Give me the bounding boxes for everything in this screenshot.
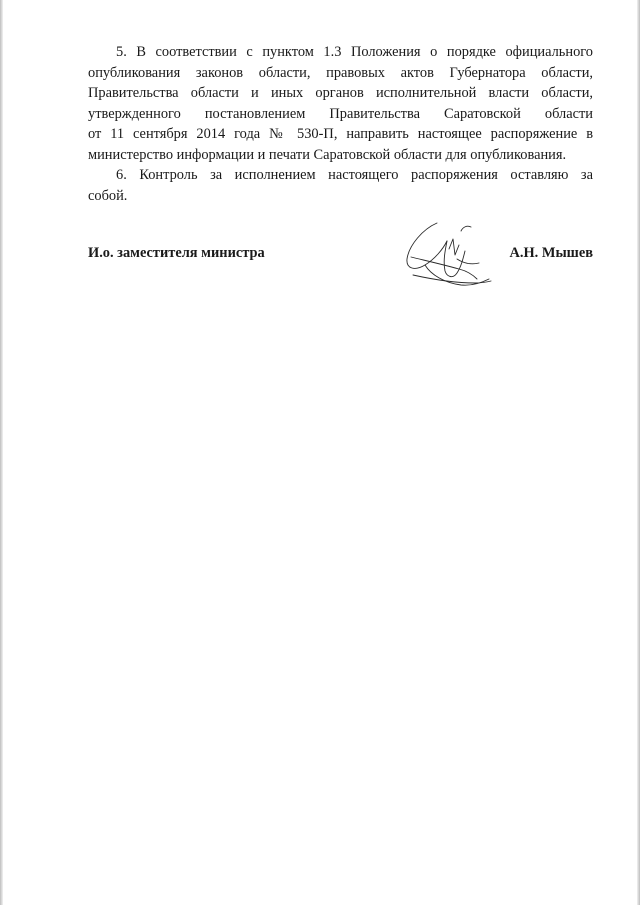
paragraph-5-line: 5. В соответствии с пунктом 1.3 Положения о порядке официального [116,44,593,60]
paragraph-6-line: 6. Контроль за исполнением настоящего распоряжения оставляю за [116,167,593,183]
paragraph-5-line: министерство информации и печати Саратовской области для опубликования. [88,146,567,163]
paragraph-5-line: опубликования законов области, правовых актов Губернатора области, [88,64,593,81]
document-page [88,42,593,206]
handwritten-signature-icon [401,219,496,294]
paragraph-6-line: собой. [88,187,128,204]
signature-block [88,244,593,304]
signatory-position: И.о. заместителя министра [88,245,265,261]
paragraph-5-line: утвержденного постановлением Правительства Саратовской области [88,105,593,122]
signatory-name: А.Н. Мышев [509,245,593,261]
paragraph-6 [88,165,593,206]
scan-edge-left [0,0,3,905]
paragraph-5 [88,42,593,165]
paragraph-5-line: Правительства области и иных органов исполнительной власти области, [88,85,593,101]
paragraph-5-line: от 11 сентября 2014 года № 530-П, направить настоящее распоряжение в [88,126,593,142]
